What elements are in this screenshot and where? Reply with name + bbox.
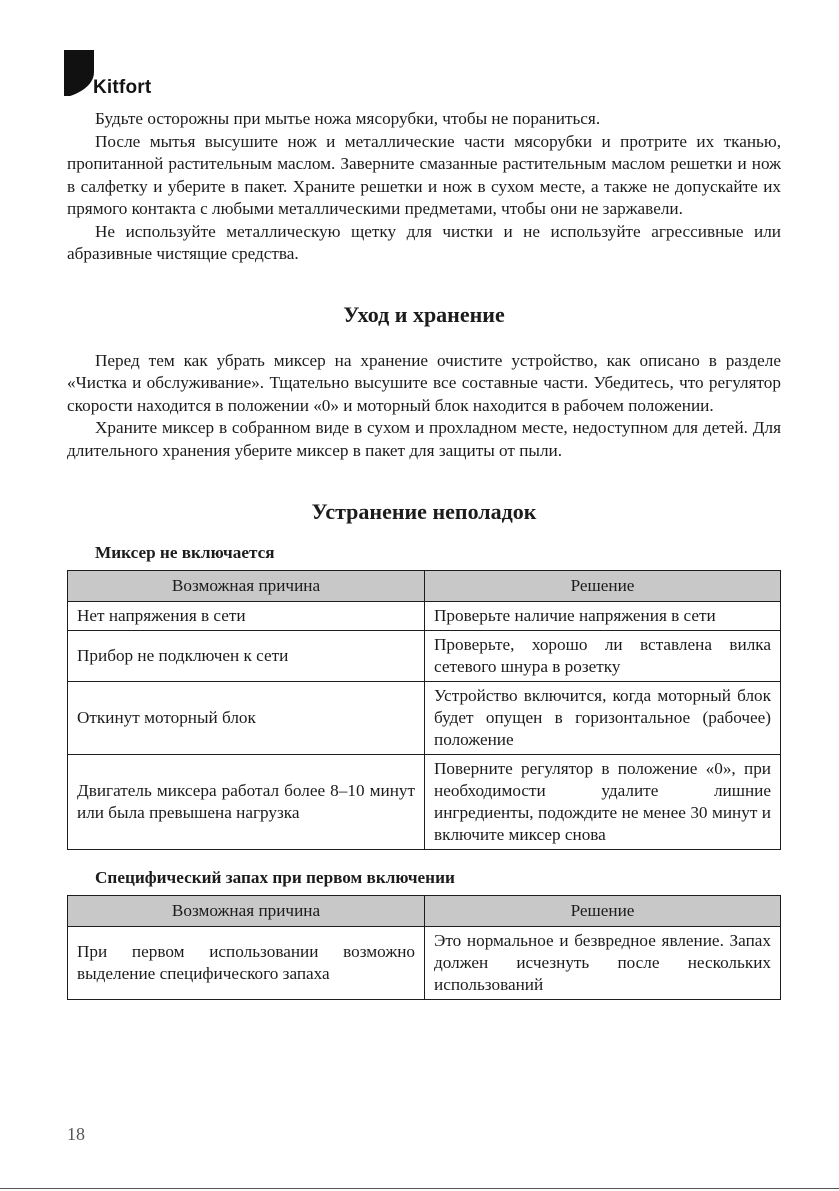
care-heading: Уход и хранение xyxy=(343,301,505,327)
table-row xyxy=(68,682,781,755)
page-content xyxy=(67,108,781,1000)
troubleshooting-heading: Устранение неполадок xyxy=(311,499,537,524)
section-title-no-power: Миксер не включается xyxy=(95,543,275,562)
cause-cell: При первом использовании возможно выделение специфического запаха xyxy=(68,927,425,1000)
solution-cell: Это нормальное и безвредное явление. Запах должен исчезнуть после нескольких использований xyxy=(425,927,781,1000)
intro-paragraph-1: Будьте осторожны при мытье ножа мясорубки, чтобы не пораниться. xyxy=(95,109,601,128)
header-cause: Возможная причина xyxy=(68,896,425,927)
table-row xyxy=(68,755,781,850)
header-solution: Решение xyxy=(425,896,781,927)
solution-cell: Проверьте наличие напряжения в сети xyxy=(425,602,781,631)
kitfort-logo xyxy=(64,50,184,102)
section-title-odor: Специфический запах при первом включении xyxy=(95,868,455,887)
brand-name: Kitfort xyxy=(93,77,152,98)
bottom-divider xyxy=(0,1188,839,1189)
page-number: 18 xyxy=(67,1124,85,1144)
table-header-row xyxy=(68,896,781,927)
table-row xyxy=(68,927,781,1000)
cause-cell: Откинут моторный блок xyxy=(68,682,425,755)
cause-cell: Прибор не подключен к сети xyxy=(68,631,425,682)
cause-cell: Нет напряжения в сети xyxy=(68,602,425,631)
solution-cell: Проверьте, хорошо ли вставлена вилка сетевого шнура в розетку xyxy=(425,631,781,682)
intro-paragraph-2: После мытья высушите нож и металлические части мясорубки и протрите их тканью, пропитанной растительным маслом. Заверните смазанные растительным маслом решетки и нож в салфетку и уберите в пакет. Храните решетки и нож в сухом месте, а также не допускайте их прямого контакта с любыми металлическими предметами, чтобы они не заржавели. xyxy=(67,131,781,218)
table-header-row xyxy=(68,571,781,602)
care-paragraph-2: Храните миксер в собранном виде в сухом и прохладном месте, недоступном для детей. Для длительного хранения уберите миксер в пакет для защиты от пыли. xyxy=(67,418,781,460)
table-row xyxy=(68,602,781,631)
troubleshooting-table-odor xyxy=(67,895,781,1000)
header-cause: Возможная причина xyxy=(68,571,425,602)
cause-cell: Двигатель миксера работал более 8–10 минут или была превышена нагрузка xyxy=(68,755,425,850)
troubleshooting-table-no-power xyxy=(67,570,781,850)
solution-cell: Поверните регулятор в положение «0», при необходимости удалите лишние ингредиенты, подождите не менее 30 минут и включите миксер снова xyxy=(425,755,781,850)
table-row xyxy=(68,631,781,682)
header-solution: Решение xyxy=(425,571,781,602)
care-paragraph-1: Перед тем как убрать миксер на хранение очистите устройство, как описано в разделе «Чистка и обслуживание». Тщательно высушите все составные части. Убедитесь, что регулятор скорости находится в положении «0» и моторный блок находится в рабочем положении. xyxy=(67,350,781,415)
intro-paragraph-3: Не используйте металлическую щетку для чистки и не используйте агрессивные или абразивные чистящие средства. xyxy=(67,221,781,263)
solution-cell: Устройство включится, когда моторный блок будет опущен в горизонтальное (рабочее) положение xyxy=(425,682,781,755)
kitfort-logo-mark-icon xyxy=(64,50,94,96)
